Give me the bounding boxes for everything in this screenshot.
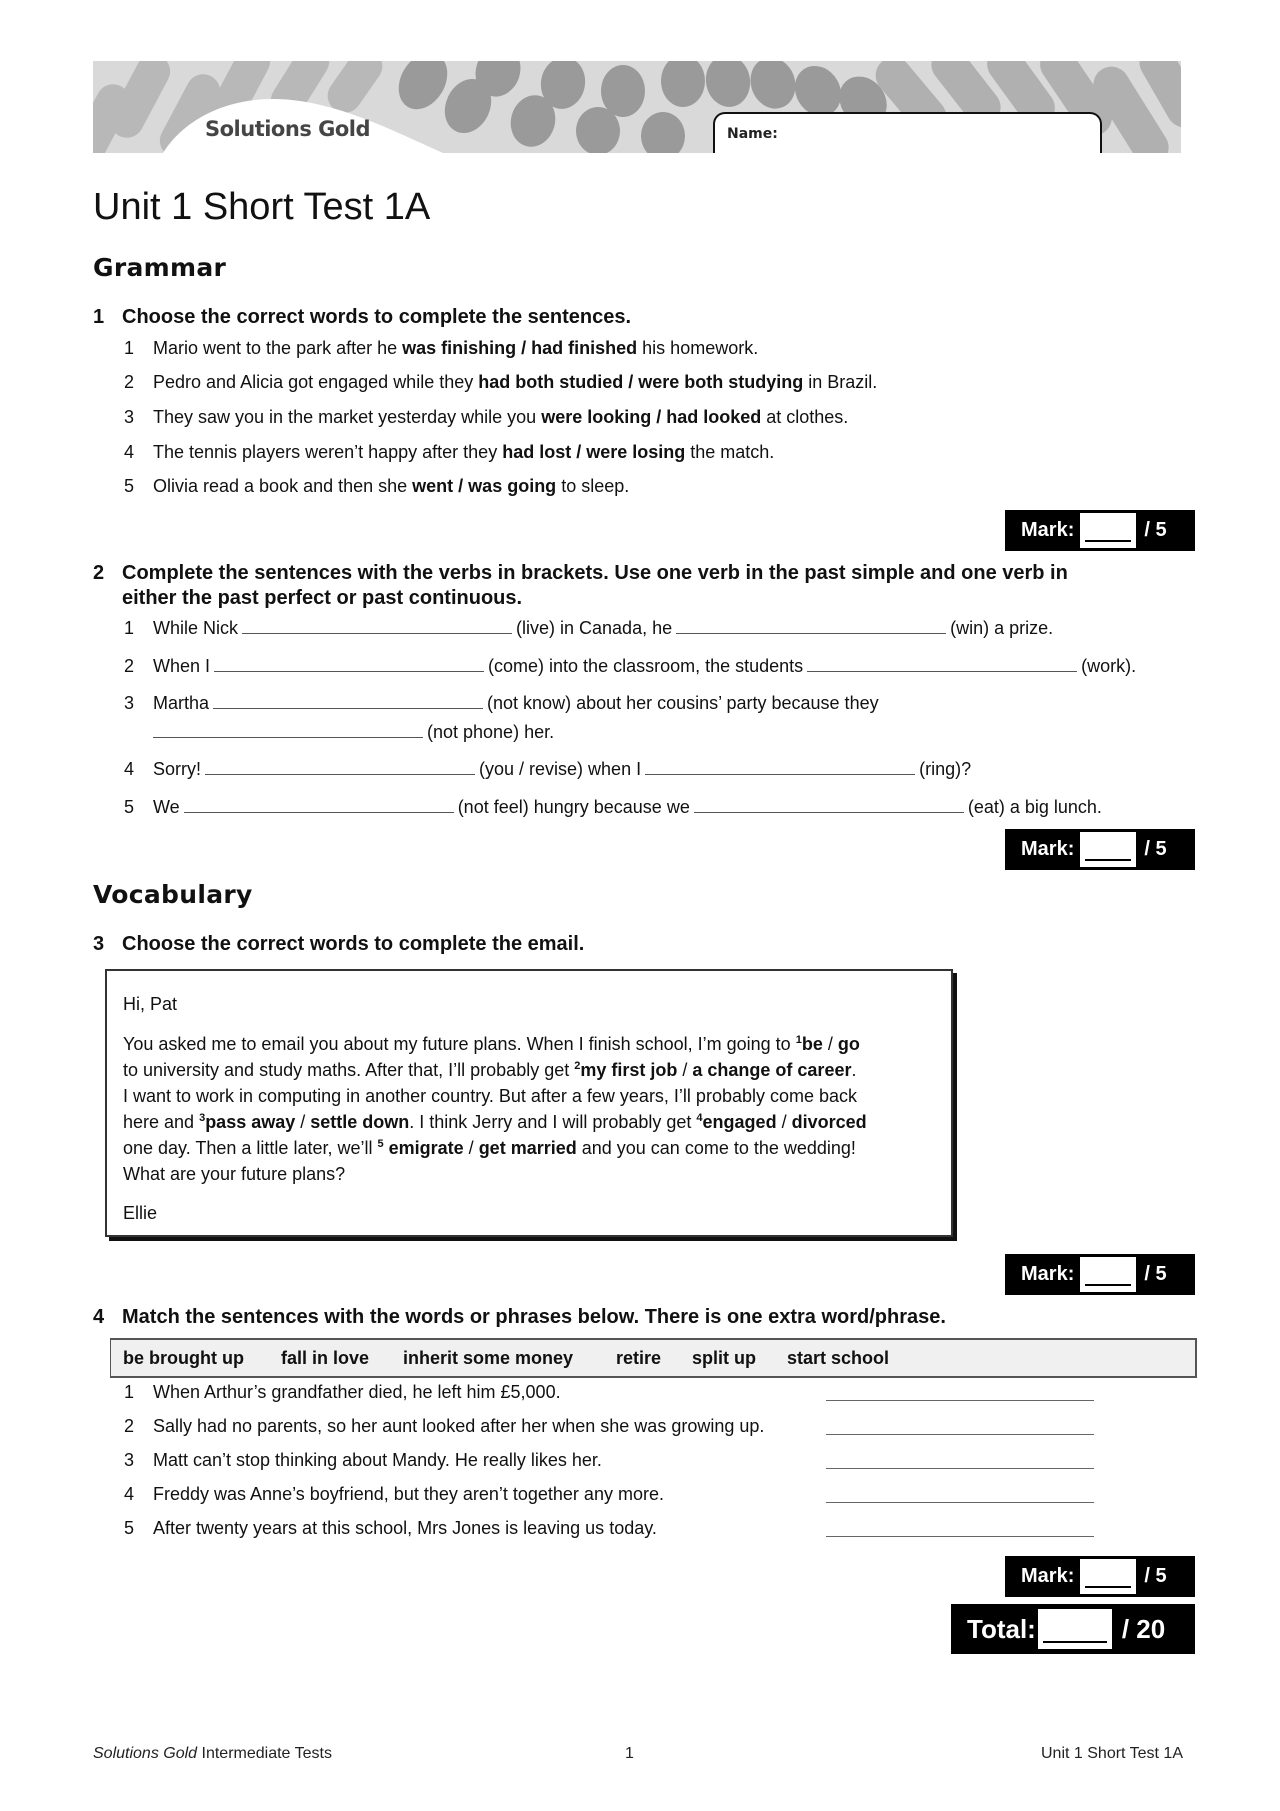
item-text: Matt can’t stop thinking about Mandy. He really likes her. — [153, 1450, 602, 1470]
total-box — [951, 1604, 1195, 1654]
answer-blank[interactable] — [205, 760, 475, 775]
item-number: 2 — [124, 656, 135, 676]
total-out-of: / 20 — [1121, 1613, 1166, 1644]
answer-line[interactable] — [826, 1468, 1094, 1469]
item-text: (live) in Canada, he — [516, 618, 673, 638]
mark-label: Mark: — [1021, 838, 1075, 860]
option[interactable]: divorced — [791, 1112, 867, 1132]
answer-options[interactable]: had lost / were losing — [502, 442, 686, 462]
gap-number: 2 — [574, 1060, 581, 1072]
answer-line[interactable] — [826, 1502, 1094, 1503]
mark-input[interactable] — [1080, 1559, 1136, 1594]
question-instruction: Choose the correct words to complete the sentences. — [122, 306, 632, 328]
question-instruction-line-2: either the past perfect or past continuous. — [122, 587, 523, 609]
gap-number: 1 — [795, 1034, 802, 1046]
mark-box-q4 — [1005, 1556, 1195, 1597]
item-text: the match. — [685, 442, 775, 462]
item-number: 3 — [124, 693, 135, 713]
name-label: Name: — [727, 126, 778, 142]
question-number: 1 — [93, 306, 105, 328]
word-bank-item: inherit some money — [403, 1348, 574, 1368]
question-instruction: Choose the correct words to complete the email. — [122, 933, 585, 955]
item-text: (you / revise) when I — [479, 759, 642, 779]
gap-number: 4 — [696, 1112, 703, 1124]
section-heading-vocabulary: Vocabulary — [93, 880, 253, 909]
answer-line[interactable] — [826, 1434, 1094, 1435]
answer-blank[interactable] — [153, 723, 423, 738]
item-text: (eat) a big lunch. — [967, 797, 1102, 817]
item-text: Martha — [153, 693, 210, 713]
answer-blank[interactable] — [242, 619, 512, 634]
email-line: to university and study maths. After that, I’ll probably get $^2$my first job / a change of career. — [123, 1060, 857, 1080]
mark-box-q2 — [1005, 829, 1195, 870]
mark-input[interactable] — [1080, 832, 1136, 867]
item-text: Mario went to the park after he — [153, 338, 403, 358]
item-text: When I — [153, 656, 211, 676]
email-greeting: Hi, Pat — [123, 994, 178, 1014]
option[interactable]: emigrate — [388, 1138, 464, 1158]
item-text: We — [153, 797, 180, 817]
item-text: in Brazil. — [803, 372, 878, 392]
email-signoff: Ellie — [123, 1203, 158, 1223]
footer-brand: Solutions Gold — [93, 1745, 198, 1762]
item-number: 4 — [124, 759, 135, 779]
word-bank-item: fall in love — [281, 1348, 370, 1368]
mark-out-of: / 5 — [1144, 1263, 1167, 1285]
item-text: (not know) about her cousins’ party because they — [487, 693, 879, 713]
item-number: 4 — [124, 1484, 135, 1504]
item-text: his homework. — [637, 338, 759, 358]
email-line: You asked me to email you about my future plans. When I finish school, I’m going to $^1$be / go — [123, 1034, 860, 1054]
item-number: 5 — [124, 1518, 135, 1538]
page-title: Unit 1 Short Test 1A — [93, 186, 431, 228]
email-line: I want to work in computing in another country. But after a few years, I’ll probably come back — [123, 1086, 858, 1106]
item-number: 2 — [124, 1416, 135, 1436]
word-bank-item: start school — [787, 1348, 890, 1368]
option[interactable]: get married — [478, 1138, 577, 1158]
footer-left — [93, 1745, 332, 1763]
word-bank-item: be brought up — [123, 1348, 244, 1368]
item-text: The tennis players weren’t happy after they — [153, 442, 503, 462]
item-text: While Nick — [153, 618, 239, 638]
word-bank-item: split up — [692, 1348, 756, 1368]
question-instruction: Match the sentences with the words or phrases below. There is one extra word/phrase. — [122, 1306, 946, 1328]
item-text: When Arthur’s grandfather died, he left him £5,000. — [153, 1382, 561, 1402]
item-text: to sleep. — [556, 476, 630, 496]
mark-label: Mark: — [1021, 1565, 1075, 1587]
email-line: What are your future plans? — [123, 1164, 346, 1184]
email-text-box — [105, 969, 953, 1237]
total-input[interactable] — [1038, 1609, 1112, 1649]
answer-options[interactable]: were looking / had looked — [541, 407, 762, 427]
item-text: Olivia read a book and then she — [153, 476, 413, 496]
mark-out-of: / 5 — [1144, 838, 1167, 860]
mark-label: Mark: — [1021, 1263, 1075, 1285]
word-bank — [110, 1338, 1197, 1378]
item-number: 4 — [124, 442, 135, 462]
mark-box-q1 — [1005, 510, 1195, 551]
footer-right: Unit 1 Short Test 1A — [1041, 1745, 1183, 1762]
question-instruction: Complete the sentences with the verbs in brackets. Use one verb in the past simple and one verb in — [122, 562, 1068, 584]
answer-line[interactable] — [826, 1400, 1094, 1401]
gap-number: 5 — [377, 1138, 384, 1150]
mark-out-of: / 5 — [1144, 1565, 1167, 1587]
answer-options[interactable]: had both studied / were both studying — [478, 372, 804, 392]
mark-input[interactable] — [1080, 1257, 1136, 1292]
answer-options[interactable]: went / was going — [412, 476, 557, 496]
page-number: 1 — [625, 1745, 634, 1762]
item-number: 3 — [124, 1450, 135, 1470]
item-text: After twenty years at this school, Mrs Jones is leaving us today. — [153, 1518, 657, 1538]
name-field[interactable] — [713, 112, 1102, 153]
item-text: (win) a prize. — [950, 618, 1054, 638]
item-text: (not feel) hungry because we — [457, 797, 690, 817]
option[interactable]: a change of career — [692, 1060, 852, 1080]
item-number: 5 — [124, 476, 135, 496]
answer-blank[interactable] — [676, 619, 946, 634]
item-text: Freddy was Anne’s boyfriend, but they aren’t together any more. — [153, 1484, 664, 1504]
brand-logo: Solutions Gold — [205, 117, 371, 141]
item-text: (come) into the classroom, the students — [488, 656, 804, 676]
option[interactable]: settle down — [310, 1112, 410, 1132]
option[interactable]: pass away — [205, 1112, 296, 1132]
word-bank-item: retire — [616, 1348, 662, 1368]
option[interactable]: be — [801, 1034, 823, 1054]
mark-input[interactable] — [1080, 513, 1136, 548]
question-number: 3 — [93, 933, 105, 955]
item-number: 1 — [124, 1382, 135, 1402]
mark-out-of: / 5 — [1144, 519, 1167, 541]
question-number: 2 — [93, 562, 105, 584]
header-banner — [93, 61, 1181, 153]
answer-blank[interactable] — [645, 760, 915, 775]
option[interactable]: engaged — [702, 1112, 777, 1132]
answer-blank[interactable] — [213, 694, 483, 709]
answer-line[interactable] — [826, 1536, 1094, 1537]
answer-blank[interactable] — [184, 798, 454, 813]
item-text: They saw you in the market yesterday while you — [153, 407, 542, 427]
item-number: 2 — [124, 372, 135, 392]
footer-text: Intermediate Tests — [197, 1745, 332, 1762]
item-number: 1 — [124, 338, 135, 358]
question-number: 4 — [93, 1306, 105, 1328]
option[interactable]: my first job — [580, 1060, 678, 1080]
item-text: (ring)? — [919, 759, 972, 779]
mark-box-q3 — [1005, 1254, 1195, 1295]
option[interactable]: go — [837, 1034, 860, 1054]
mark-label: Mark: — [1021, 519, 1075, 541]
total-label: Total: — [967, 1613, 1036, 1644]
item-text: (not phone) her. — [427, 722, 555, 742]
item-number: 3 — [124, 407, 135, 427]
email-line: one day. Then a little later, we’ll $^5$ emigrate / get married and you can come to the wedding! — [123, 1138, 856, 1158]
answer-blank[interactable] — [214, 657, 484, 672]
answer-options[interactable]: was finishing / had finished — [402, 338, 638, 358]
item-text: Sorry! — [153, 759, 202, 779]
item-text: at clothes. — [761, 407, 849, 427]
item-text: (work). — [1081, 656, 1137, 676]
item-number: 5 — [124, 797, 135, 817]
gap-number: 3 — [199, 1112, 206, 1124]
section-heading-grammar: Grammar — [93, 253, 227, 282]
answer-blank[interactable] — [807, 657, 1077, 672]
item-text: Sally had no parents, so her aunt looked after her when she was growing up. — [153, 1416, 765, 1436]
item-number: 1 — [124, 618, 135, 638]
item-text: Pedro and Alicia got engaged while they — [153, 372, 479, 392]
email-line: here and $^3$pass away / settle down. I think Jerry and I will probably get $^4$engaged / divorced — [123, 1112, 867, 1132]
answer-blank[interactable] — [694, 798, 964, 813]
